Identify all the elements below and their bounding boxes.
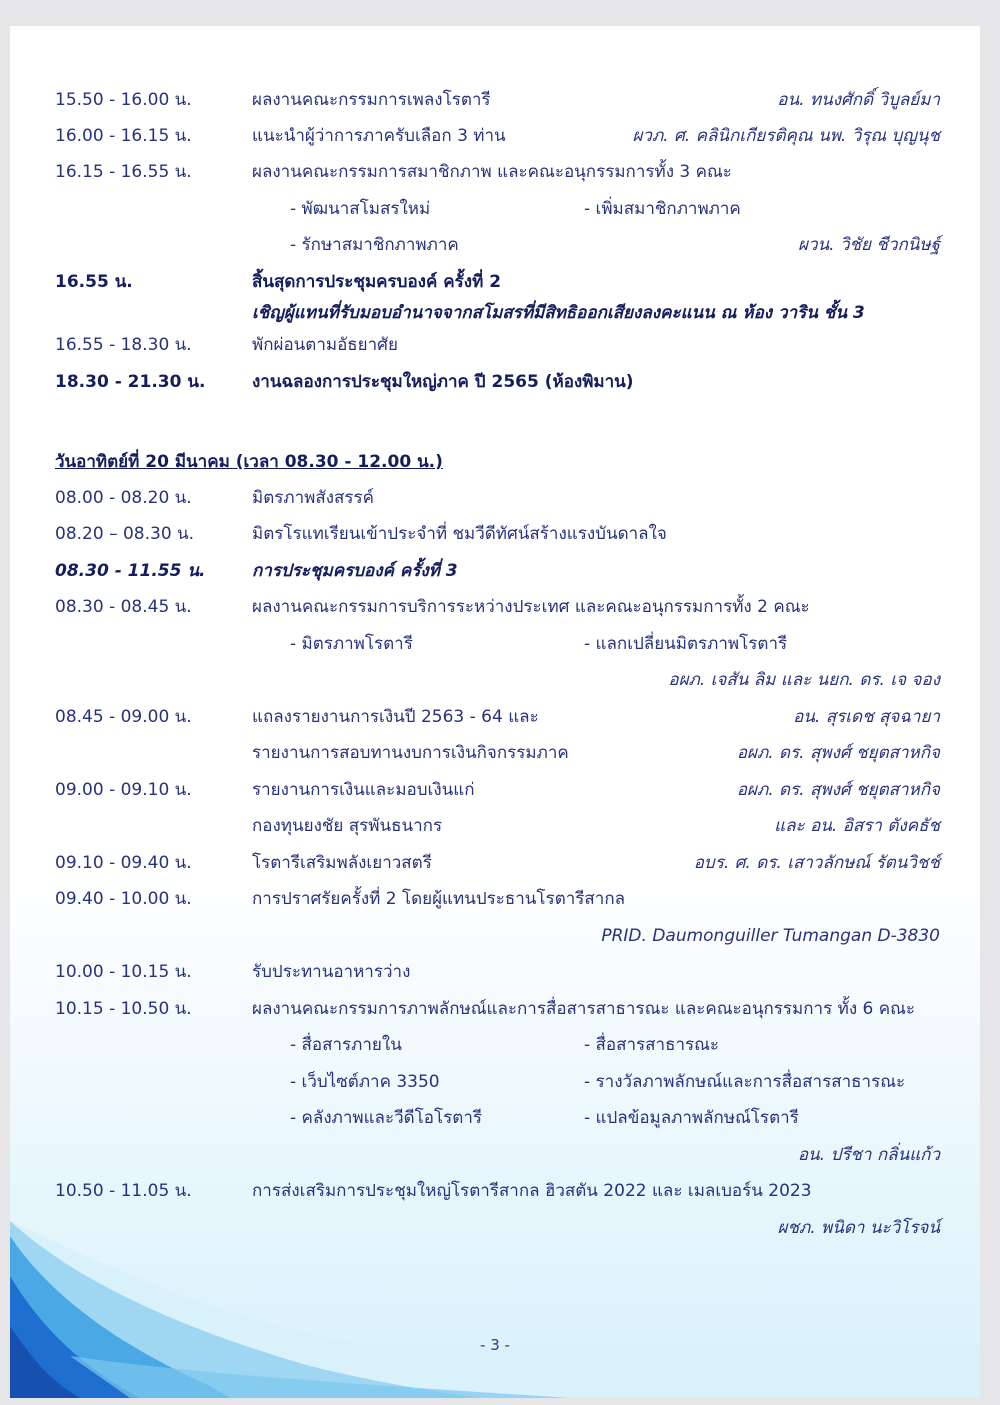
presenter-row <box>10 1212 980 1244</box>
presenter-row <box>10 664 980 696</box>
presenter-name: ผวน. วิชัย ชีวกนิษฐ์ <box>798 235 940 255</box>
presenter-name: ผวภ. ศ. คลินิกเกียรติคุณ นพ. วิรุณ บุญนุช <box>632 126 940 146</box>
subcommittee-row <box>10 1102 980 1134</box>
agenda-item: กองทุนยงชัย สุรพันธนากร <box>252 816 443 836</box>
subcommittee-row <box>10 229 980 261</box>
time-label: 18.30 - 21.30 น. <box>55 372 206 392</box>
agenda-item: รับประทานอาหารว่าง <box>252 962 411 982</box>
subcommittee-item: - เว็บไซต์ภาค 3350 <box>290 1072 440 1092</box>
agenda-item: การประชุมครบองค์ ครั้งที่ 3 <box>252 561 458 581</box>
time-label: 10.50 - 11.05 น. <box>55 1181 192 1201</box>
time-label: 16.15 - 16.55 น. <box>55 162 192 182</box>
time-label: 10.00 - 10.15 น. <box>55 962 192 982</box>
subcommittee-item: - รางวัลภาพลักษณ์และการสื่อสารสาธารณะ <box>584 1072 906 1092</box>
time-label: 16.55 - 18.30 น. <box>55 335 192 355</box>
schedule-row <box>10 956 980 988</box>
agenda-item: โรตารีเสริมพลังเยาวสตรี <box>252 853 432 873</box>
presenter-name: อผภ. ดร. สุพงศ์ ชยุตสาหกิจ <box>736 743 940 763</box>
presenter-name: และ อน. อิสรา ตังคธัช <box>774 816 940 836</box>
document-page <box>10 26 980 1398</box>
agenda-item: พักผ่อนตามอัธยาศัย <box>252 335 398 355</box>
time-label: 08.30 - 11.55 น. <box>55 561 206 581</box>
subcommittee-item: - แปลข้อมูลภาพลักษณ์โรตารี <box>584 1108 799 1128</box>
agenda-item: แถลงรายงานการเงินปี 2563 - 64 และ <box>252 707 539 727</box>
schedule-row <box>10 701 980 733</box>
agenda-item: มิตรภาพสังสรรค์ <box>252 488 375 508</box>
schedule-row-highlight <box>10 555 980 587</box>
agenda-item: ผลงานคณะกรรมการสมาชิกภาพ และคณะอนุกรรมการทั้ง 3 คณะ <box>252 162 732 182</box>
presenter-name: อน. สุรเดช สุจฉายา <box>793 707 940 727</box>
page-number: - 3 - <box>480 1336 510 1354</box>
time-label: 08.30 - 08.45 น. <box>55 597 192 617</box>
subcommittee-item: - แลกเปลี่ยนมิตรภาพโรตารี <box>584 634 788 654</box>
agenda-item: รายงานการเงินและมอบเงินแก่ <box>252 780 475 800</box>
agenda-item: มิตรโรแทเรียนเข้าประจำที่ ชมวีดีทัศน์สร้างแรงบันดาลใจ <box>252 524 667 544</box>
agenda-item: ผลงานคณะกรรมการบริการระหว่างประเทศ และคณะอนุกรรมการทั้ง 2 คณะ <box>252 597 810 617</box>
agenda-item: การปราศรัยครั้งที่ 2 โดยผู้แทนประธานโรตารีสากล <box>252 889 626 909</box>
schedule-row-highlight <box>10 366 980 398</box>
schedule-row <box>10 774 980 806</box>
subcommittee-row <box>10 193 980 225</box>
agenda-item: งานฉลองการประชุมใหญ่ภาค ปี 2565 (ห้องพิมาน) <box>252 372 634 392</box>
agenda-item: สิ้นสุดการประชุมครบองค์ ครั้งที่ 2 <box>252 272 502 292</box>
schedule-row <box>10 737 980 769</box>
subcommittee-item: - สื่อสารภายใน <box>290 1035 402 1055</box>
presenter-name: อน. ปรีชา กลิ่นแก้ว <box>797 1145 940 1165</box>
presenter-name: อผภ. เจสัน ลิม และ นยก. ดร. เจ จอง <box>668 670 940 690</box>
schedule-note <box>10 297 980 329</box>
time-label: 08.20 – 08.30 น. <box>55 524 195 544</box>
agenda-item: ผลงานคณะกรรมการเพลงโรตารี <box>252 90 491 110</box>
presenter-name: ผชภ. พนิดา นะวิโรจน์ <box>777 1218 940 1238</box>
subcommittee-row <box>10 1066 980 1098</box>
subcommittee-item: - พัฒนาสโมสรใหม่ <box>290 199 431 219</box>
agenda-note: เชิญผู้แทนที่รับมอบอำนาจจากสโมสรที่มีสิทธิออกเสียงลงคะแนน ณ ห้อง วาริน ชั้น 3 <box>252 303 865 323</box>
schedule-row <box>10 84 980 116</box>
subcommittee-row <box>10 628 980 660</box>
subcommittee-item: - คลังภาพและวีดีโอโรตารี <box>290 1108 482 1128</box>
time-label: 09.00 - 09.10 น. <box>55 780 192 800</box>
time-label: 08.00 - 08.20 น. <box>55 488 192 508</box>
time-label: 16.00 - 16.15 น. <box>55 126 192 146</box>
presenter-row <box>10 920 980 952</box>
presenter-name: อน. ทนงศักดิ์ วิบูลย์มา <box>777 90 940 110</box>
schedule-row <box>10 993 980 1025</box>
schedule-row <box>10 847 980 879</box>
agenda-item: ผลงานคณะกรรมการภาพลักษณ์และการสื่อสารสาธารณะ และคณะอนุกรรมการ ทั้ง 6 คณะ <box>252 999 916 1019</box>
schedule-row <box>10 120 980 152</box>
schedule-row <box>10 482 980 514</box>
subcommittee-row <box>10 1029 980 1061</box>
presenter-row <box>10 1139 980 1171</box>
time-label: 08.45 - 09.00 น. <box>55 707 192 727</box>
presenter-name: อผภ. ดร. สุพงศ์ ชยุตสาหกิจ <box>736 780 940 800</box>
agenda-item: แนะนำผู้ว่าการภาครับเลือก 3 ท่าน <box>252 126 506 146</box>
schedule-row-highlight <box>10 266 980 298</box>
subcommittee-item: - มิตรภาพโรตารี <box>290 634 413 654</box>
presenter-name: PRID. Daumonguiller Tumangan D-3830 <box>601 926 940 946</box>
schedule-row <box>10 329 980 361</box>
time-label: 09.40 - 10.00 น. <box>55 889 192 909</box>
subcommittee-item: - เพิ่มสมาชิกภาพภาค <box>584 199 741 219</box>
day-header: วันอาทิตย์ที่ 20 มีนาคม (เวลา 08.30 - 12.00 น.) <box>55 452 443 472</box>
time-label: 10.15 - 10.50 น. <box>55 999 192 1019</box>
presenter-name: อบร. ศ. ดร. เสาวลักษณ์ รัตนวิชช์ <box>693 853 940 873</box>
schedule-row <box>10 810 980 842</box>
schedule-row <box>10 591 980 623</box>
subcommittee-item: - สื่อสารสาธารณะ <box>584 1035 720 1055</box>
time-label: 16.55 น. <box>55 272 133 292</box>
schedule-row <box>10 883 980 915</box>
time-label: 15.50 - 16.00 น. <box>55 90 192 110</box>
agenda-item: การส่งเสริมการประชุมใหญ่โรตารีสากล ฮิวสตัน 2022 และ เมลเบอร์น 2023 <box>252 1181 812 1201</box>
schedule-row <box>10 1175 980 1207</box>
schedule-row <box>10 156 980 188</box>
subcommittee-item: - รักษาสมาชิกภาพภาค <box>290 235 459 255</box>
agenda-item: รายงานการสอบทานงบการเงินกิจกรรมภาค <box>252 743 569 763</box>
time-label: 09.10 - 09.40 น. <box>55 853 192 873</box>
schedule-row <box>10 518 980 550</box>
